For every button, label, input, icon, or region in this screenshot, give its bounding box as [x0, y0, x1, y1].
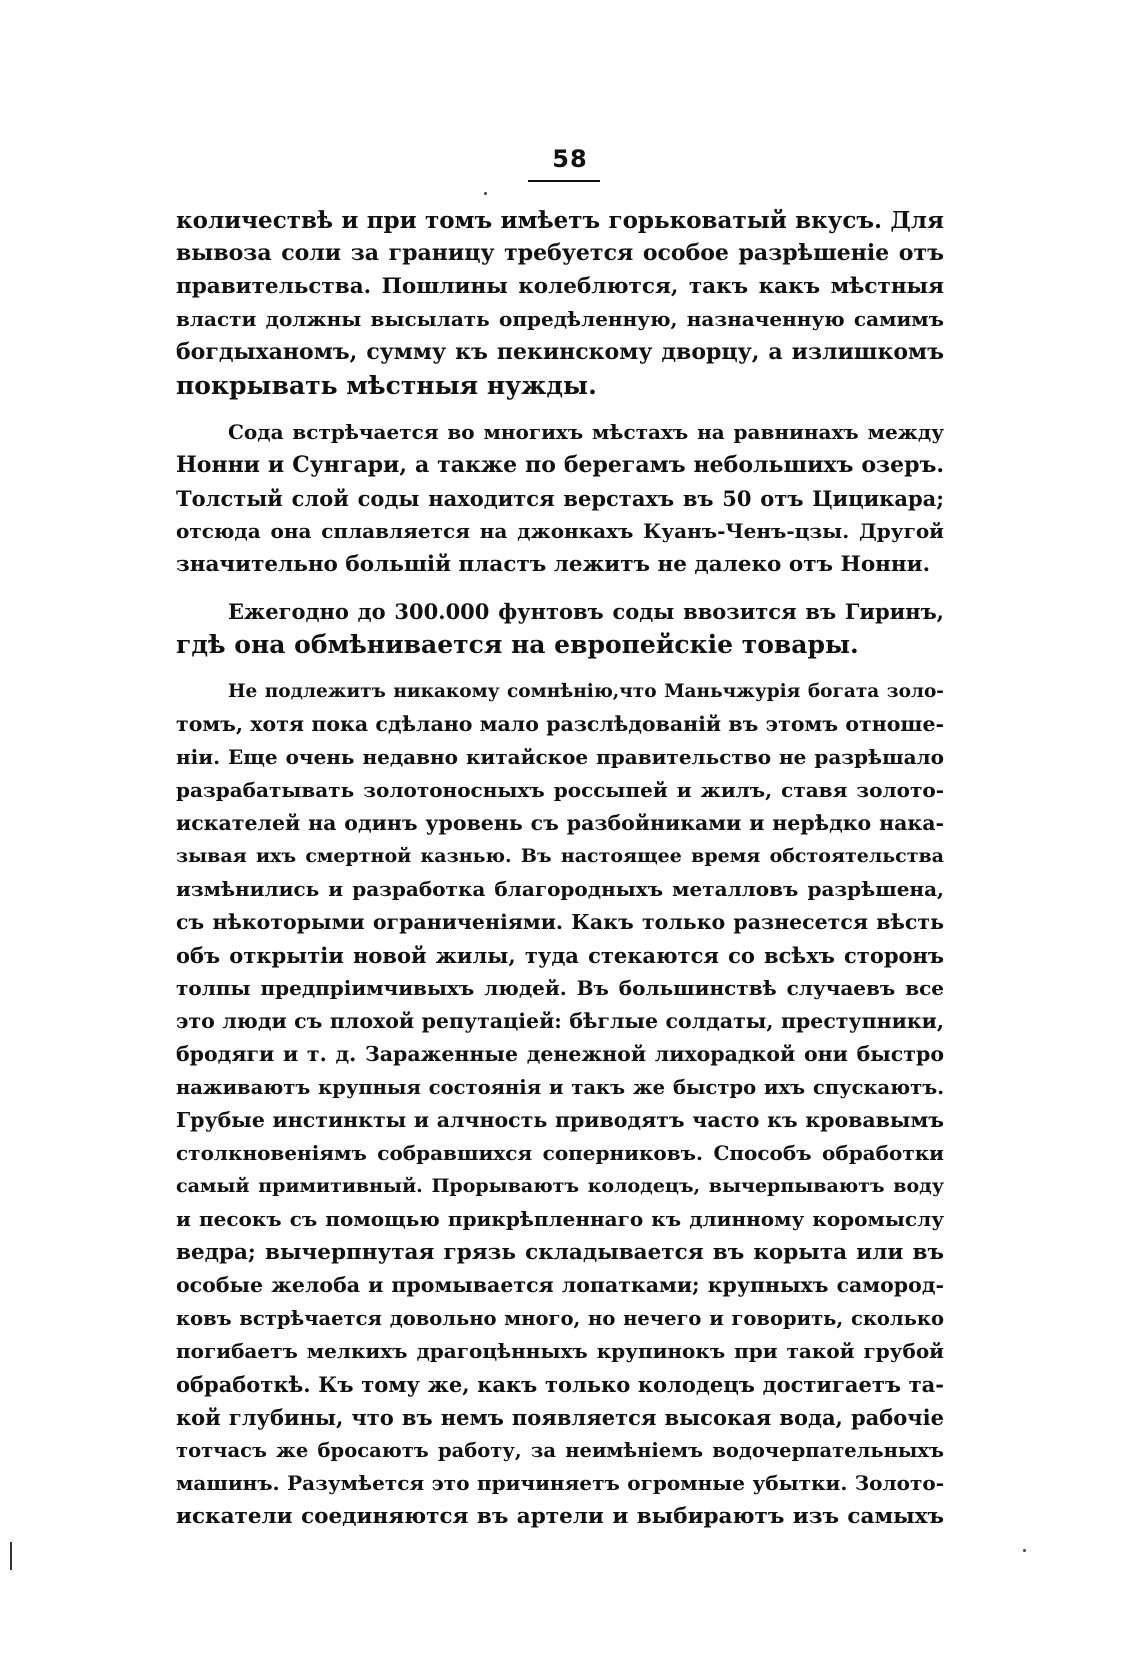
text-line: столкновеніямъ собравшихся соперниковъ. Способъ обработки: [176, 1141, 944, 1165]
text-line: правительства. Пошлины колеблются, такъ какъ мѣстныя: [176, 274, 944, 299]
text-line: измѣнились и разработка благородныхъ металловъ разрѣшена,: [176, 877, 944, 901]
margin-mark: [10, 1542, 12, 1570]
text-line: Толстый слой соды находится верстахъ въ 50 отъ Цицикара;: [176, 486, 944, 511]
text-line: погибаетъ мелкихъ драгоцѣнныхъ крупинокъ при такой грубой: [176, 1339, 944, 1363]
text-line: вывоза соли за границу требуется особое разрѣшеніе отъ: [176, 240, 944, 266]
page-number-underline: [528, 180, 600, 182]
text-line: бродяги и т. д. Зараженные денежной лихорадкой они быстро: [176, 1042, 944, 1066]
text-line: это люди съ плохой репутаціей: бѣглые солдаты, преступники,: [176, 1009, 944, 1033]
text-line: обработкѣ. Къ тому же, какъ только колодецъ достигаетъ та-: [176, 1372, 944, 1397]
text-line: ковъ встрѣчается довольно много, но нечего и говорить, сколько: [176, 1307, 944, 1330]
text-line: машинъ. Разумѣется это причиняетъ огромные убытки. Золото-: [176, 1471, 944, 1495]
text-line: наживаютъ крупныя состоянія и такъ же быстро ихъ спускаютъ.: [176, 1076, 944, 1099]
speck: [484, 192, 487, 195]
text-line: Сода встрѣчается во многихъ мѣстахъ на равнинахъ между: [228, 420, 944, 444]
text-line: богдыханомъ, сумму къ пекинскому дворцу, а излишкомъ: [176, 339, 944, 365]
body-text: [176, 204, 944, 1533]
text-line: особые желоба и промывается лопатками; крупныхъ самород-: [176, 1273, 944, 1297]
text-line: объ открытіи новой жилы, туда стекаются со всѣхъ сторонъ: [176, 943, 944, 968]
speck: [1023, 1549, 1026, 1552]
text-line: Грубые инстинкты и алчность приводятъ часто къ кровавымъ: [176, 1108, 944, 1132]
text-line: отсюда она сплавляется на джонкахъ Куанъ-Ченъ-цзы. Другой: [176, 519, 944, 543]
text-line: разрабатывать золотоносныхъ россыпей и жилъ, ставя золото-: [176, 778, 944, 802]
text-line: покрывать мѣстныя нужды.: [176, 371, 597, 400]
text-line: тотчасъ же бросаютъ работу, за неимѣніемъ водочерпательныхъ: [176, 1439, 944, 1462]
text-line: искателей на одинъ уровень съ разбойниками и нерѣдко нака-: [176, 811, 944, 835]
text-line: зывая ихъ смертной казнью. Въ настоящее время обстоятельства: [176, 845, 944, 867]
text-line: значительно большій пластъ лежитъ не далеко отъ Нонни.: [176, 552, 931, 577]
text-line: количествѣ и при томъ имѣетъ горьковатый вкусъ. Для: [176, 207, 944, 234]
text-line: ведра; вычерпнутая грязь складывается въ корыта или въ: [176, 1240, 944, 1265]
text-line: толпы предпріимчивыхъ людей. Въ большинствѣ случаевъ все: [176, 976, 944, 1000]
text-line: томъ, хотя пока сдѣлано мало разслѣдованій въ этомъ отноше-: [176, 712, 944, 736]
page-number: 58: [552, 145, 588, 173]
text-line: гдѣ она обмѣнивается на европейскіе товары.: [176, 630, 859, 659]
text-line: Ежегодно до 300.000 фунтовъ соды ввозится въ Гиринъ,: [228, 599, 944, 624]
text-line: съ нѣкоторыми ограниченіями. Какъ только разнесется вѣсть: [176, 910, 944, 934]
text-line: ніи. Еще очень недавно китайское правительство не разрѣшало: [176, 745, 944, 769]
text-line: кой глубины, что въ немъ появляется высокая вода, рабочіе: [176, 1405, 944, 1430]
text-line: Нонни и Сунгари, а также по берегамъ небольшихъ озеръ.: [176, 452, 944, 478]
text-line: и песокъ съ помощью прикрѣпленнаго къ длинному коромыслу: [176, 1207, 944, 1231]
text-line: власти должны высылать опредѣленную, назначенную самимъ: [176, 307, 944, 331]
text-line: самый примитивный. Прорываютъ колодецъ, вычерпываютъ воду: [176, 1175, 944, 1197]
text-line: искатели соединяются въ артели и выбираютъ изъ самыхъ: [176, 1504, 944, 1529]
text-line: Не подлежитъ никакому сомнѣнію,что Маньчжурія богата золо-: [228, 681, 944, 702]
